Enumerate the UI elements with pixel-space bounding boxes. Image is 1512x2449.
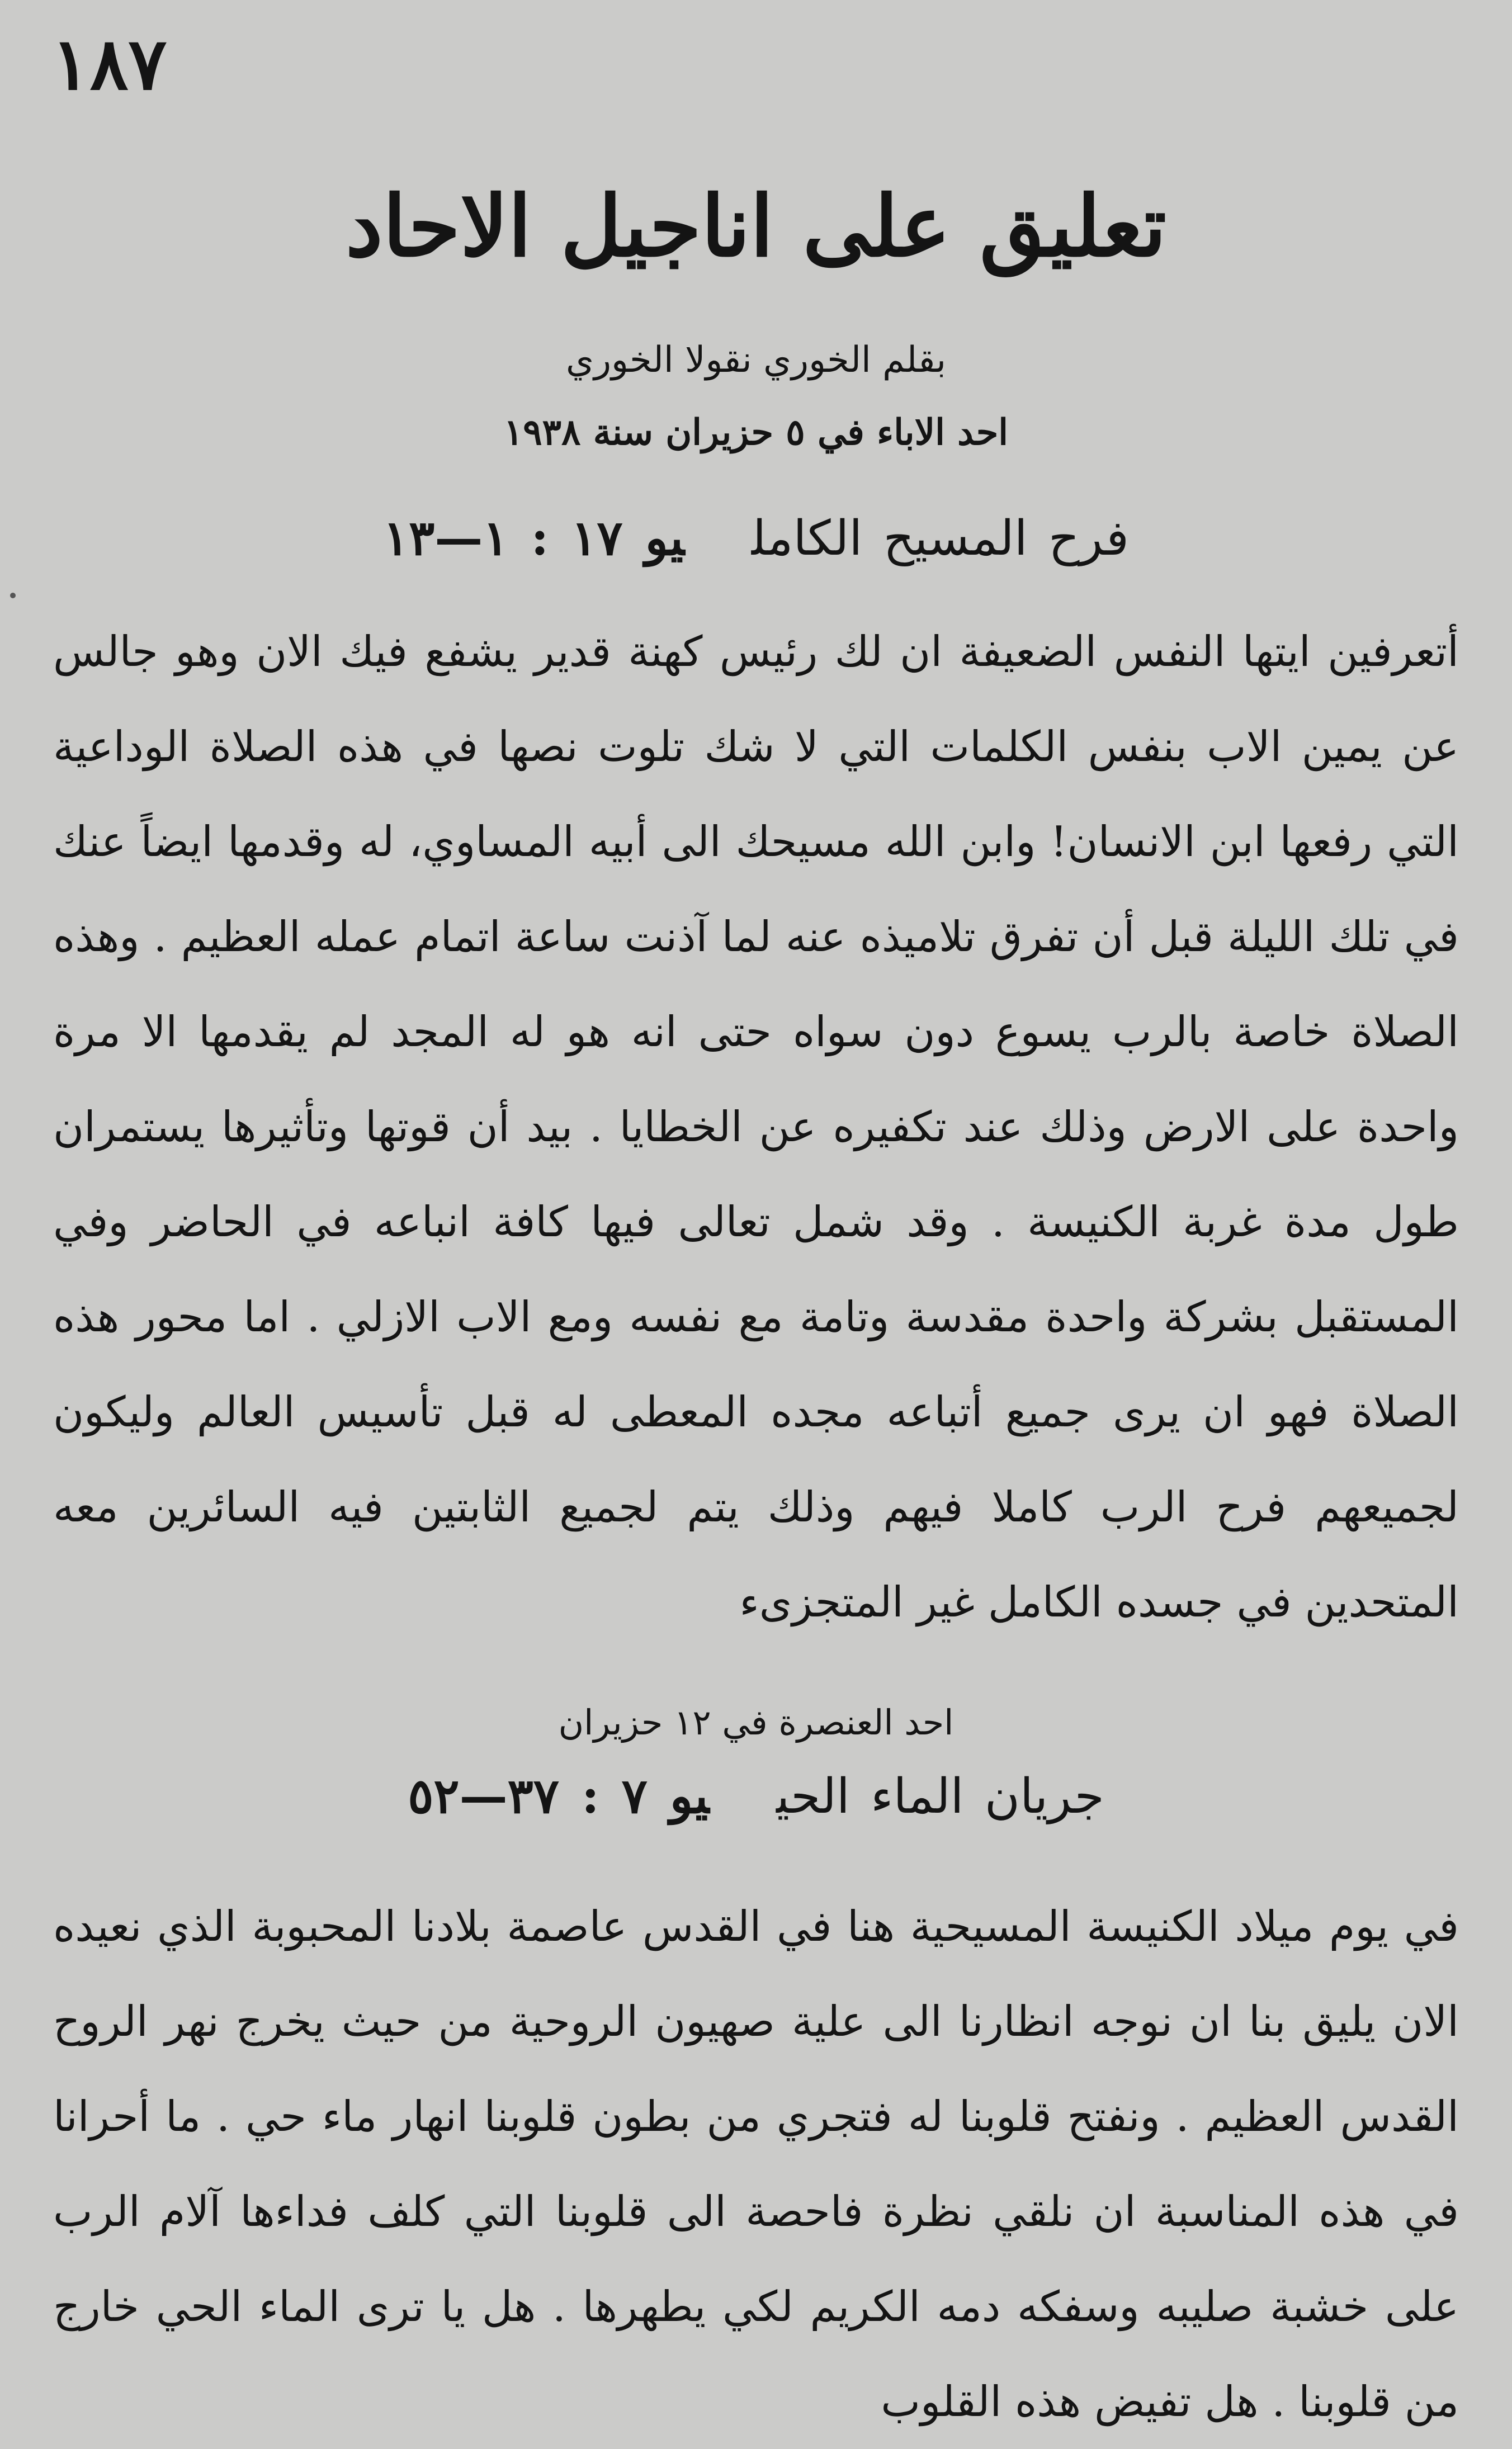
margin-dot [10,593,16,598]
section-2-occasion: احد العنصرة في ١٢ حزيران [558,1702,954,1743]
section-1-paragraph: أتعرفين ايتها النفس الضعيفة ان لك رئيس كهنة قدير يشفع فيك الان وهو جالس عن يمين الاب بنفس الكلمات التي لا شك تلوت نصها في هذه الصلاة الوداعية التي رفعها ابن الانسان! وابن الله مسيحك الى أبيه المساوي، له وقدمها ايضاً عنك في تلك الليلة قبل أن تفرق تلاميذه عنه لما آذنت ساعة اتمام عمله العظيم . وهذه الصلاة خاصة بالرب يسوع دون سواه حتى انه هو له المجد لم يقدمها الا مرة واحدة على الارض وذلك عند تكفيره عن الخطايا . بيد أن قوتها وتأثيرها يستمران طول مدة غربة الكنيسة . وقد شمل تعالى فيها كافة انباعه في الحاضر وفي المستقبل بشركة واحدة مقدسة وتامة مع نفسه ومع الاب الازلي . اما محور هذه الصلاة فهو ان يرى جميع أتباعه مجده المعطى له قبل تأسيس العالم وليكون لجميعهم فرح الرب كاملا فيهم وذلك يتم لجميع الثابتين فيه السائرين معه المتحدين في جسده الكامل غير المتجزىء [53,627,1459,1627]
section-2-title: جريان الماء الحي [776,1769,1104,1824]
section-1-heading [0,510,1512,566]
section-2-paragraph: في يوم ميلاد الكنيسة المسيحية هنا في القدس عاصمة بلادنا المحبوبة الذي نعيده الان يليق بنا ان نوجه انظارنا الى علية صهيون الروحية من حيث يخرج نهر الروح القدس العظيم . ونفتح قلوبنا له فتجري من بطون قلوبنا انهار ماء حي . ما أحرانا في هذه المناسبة ان نلقي نظرة فاحصة الى قلوبنا التي كلف فداءها آلام الرب على خشبة صليبه وسفكه دمه الكريم لكي يطهرها . هل يا ترى الماء الحي خارج من قلوبنا . هل تفيض هذه القلوب [53,1902,1459,2426]
section-2-heading [0,1768,1512,1824]
page-number: ١٨٧ [51,22,167,106]
article-title: تعليق على اناجيل الاحاد [345,177,1167,276]
date-line: احد الاباء في ٥ حزيران سنة ١٩٣٨ [503,412,1009,453]
section-1-title: فرح المسيح الكامل [751,510,1130,566]
section-2-reference: يو ٧ : ٣٧—٥٢ [408,1768,710,1824]
author-byline: بقلم الخوري نقولا الخوري [565,339,947,381]
section-1-reference: يو ١٧ : ١—١٣ [382,510,684,566]
